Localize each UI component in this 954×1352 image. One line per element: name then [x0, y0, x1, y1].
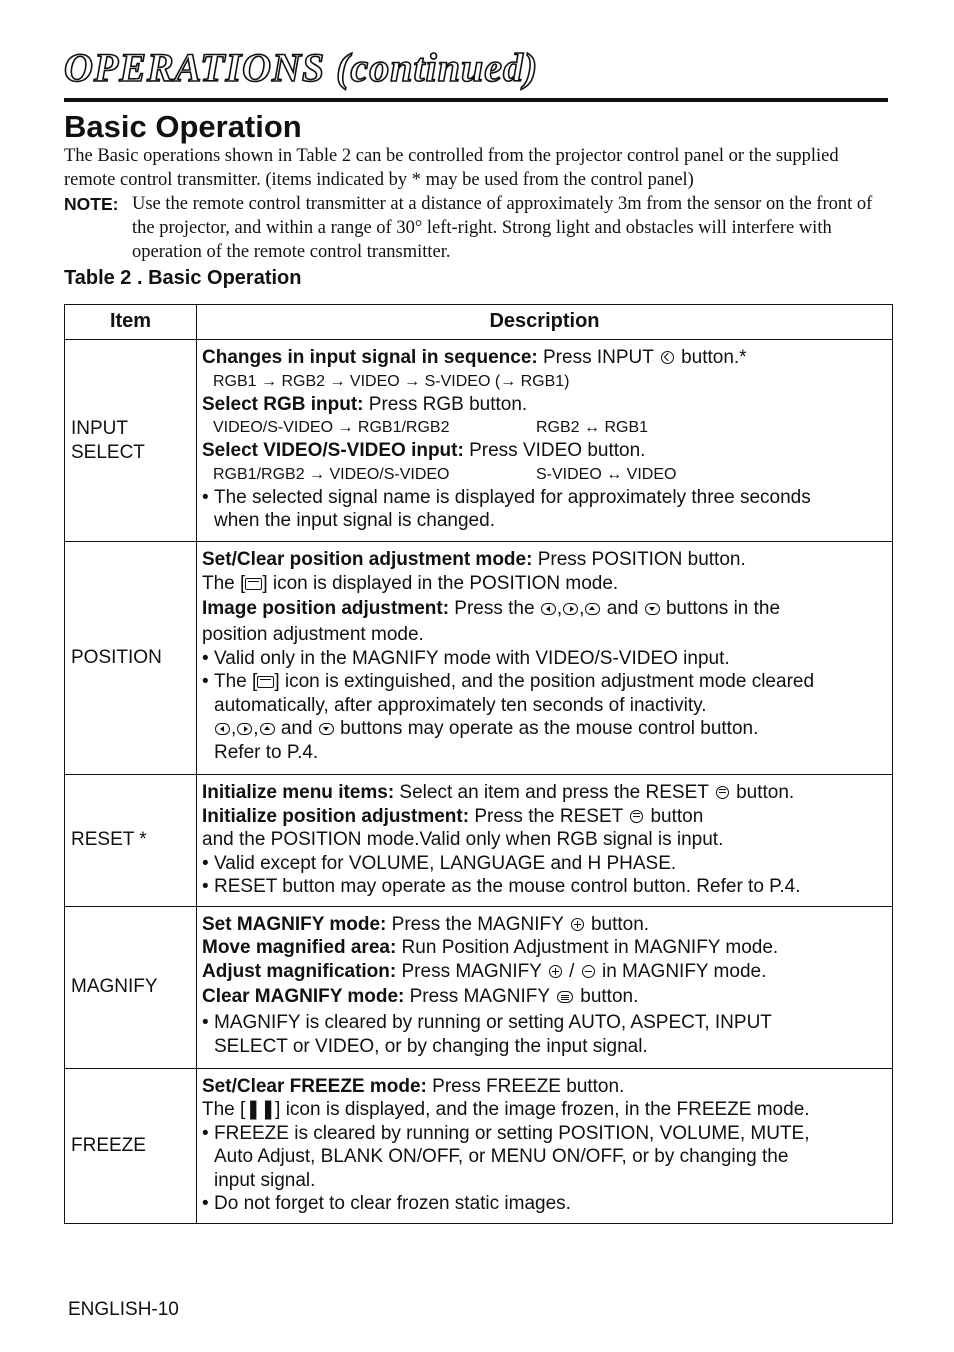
desc-text: buttons may operate as the mouse control button. [334, 718, 759, 739]
magnify-plus-icon [571, 918, 584, 931]
desc-text: ] icon is displayed, and the image frozen, in the FREEZE mode. [275, 1099, 810, 1120]
desc-line: and the POSITION mode.Valid only when RGB signal is input. [202, 829, 724, 850]
desc-bold: Image position adjustment: [202, 598, 450, 619]
bullet-item [202, 1011, 882, 1058]
desc-line [202, 439, 882, 463]
desc-line [202, 393, 882, 417]
table-row [65, 1068, 893, 1223]
table-caption: Table 2 . Basic Operation [64, 267, 302, 289]
desc-text: button.* [681, 347, 747, 368]
item-label: SELECT [71, 441, 145, 463]
desc-bold: Select RGB input: [202, 393, 364, 415]
arrow-down-icon [645, 603, 660, 615]
desc-line [202, 572, 882, 596]
desc-line [202, 983, 882, 1011]
desc-text: and [601, 598, 644, 619]
bullet-text: RESET button may operate as the mouse control button. Refer to P.4. [214, 876, 801, 897]
desc-bold: Select VIDEO/S-VIDEO input: [202, 440, 464, 461]
arrow-right-icon [237, 723, 252, 735]
section-title: Basic Operation [64, 109, 302, 144]
bullet-text: SELECT or VIDEO, or by changing the input signal. [214, 1035, 648, 1057]
basic-operation-table [64, 304, 893, 1224]
bullet-item [202, 1192, 882, 1216]
bullet-text: when the input signal is changed. [214, 510, 495, 531]
page-header [64, 44, 888, 102]
table-row [65, 906, 893, 1068]
desc-text: Press VIDEO button. [463, 440, 646, 461]
bullet-text: Auto Adjust, BLANK ON/OFF, or MENU ON/OFF, or by changing the [214, 1146, 789, 1167]
desc-line [202, 1098, 882, 1122]
table-row [65, 775, 893, 907]
page-number: ENGLISH-10 [68, 1299, 179, 1320]
item-freeze [65, 1068, 197, 1223]
arrow-down-icon [319, 723, 334, 735]
description-reset [197, 775, 893, 907]
bullet-item [202, 852, 882, 876]
arrow-left-icon [215, 723, 230, 735]
desc-text: buttons in the [660, 598, 781, 619]
arrow-right-icon [563, 603, 578, 615]
desc-text: button. [580, 986, 639, 1007]
desc-text: Press MAGNIFY [396, 960, 542, 982]
bullet-text: input signal. [214, 1169, 316, 1191]
item-reset [65, 775, 197, 907]
note-text: Use the remote control transmitter at a distance of approximately 3m from the sensor on the front of the projector, and within a range of 30° left-right. Strong light and obstacles will interfere with operation of the remote control transmitter. [132, 194, 873, 262]
input-button-icon [661, 351, 674, 364]
note-label: NOTE: [64, 194, 119, 214]
bullet-text: , , and buttons may operate as the mouse control button. [214, 717, 882, 741]
desc-text: Press INPUT [537, 347, 654, 368]
desc-line [202, 913, 882, 937]
desc-bold: Move magnified area: [202, 937, 397, 958]
desc-text: Press RGB button. [363, 393, 528, 415]
bullet-text: • FREEZE is cleared by running or setting POSITION, VOLUME, MUTE, [214, 1122, 810, 1144]
note [64, 192, 894, 264]
desc-bold: Set/Clear FREEZE mode: [202, 1075, 427, 1097]
position-mode-icon [257, 676, 274, 688]
sequence-text: RGB1/RGB2 → VIDEO/S-VIDEO [213, 465, 450, 483]
signal-sequence [202, 370, 882, 393]
bullet-text: Valid only in the MAGNIFY mode with VIDEO/S-VIDEO input. [214, 647, 730, 669]
sequence-text: RGB2 ↔ RGB1 [536, 419, 649, 436]
desc-line [202, 781, 882, 805]
desc-line [202, 805, 882, 829]
description-freeze [197, 1068, 893, 1223]
desc-text: Press MAGNIFY [404, 986, 550, 1007]
desc-line [202, 346, 882, 370]
desc-bold: Changes in input signal in sequence: [202, 347, 538, 368]
desc-text: Press the [449, 598, 540, 619]
item-label: MAGNIFY [71, 976, 158, 997]
desc-text: in MAGNIFY mode. [601, 960, 767, 982]
desc-text: ] icon is extinguished, and the position adjustment mode cleared [274, 671, 815, 692]
magnify-plus-icon [549, 965, 562, 978]
item-label: FREEZE [71, 1134, 146, 1156]
description-input-select [197, 340, 893, 542]
item-label: INPUT [71, 417, 128, 439]
sequence-text: S-VIDEO ↔ VIDEO [536, 465, 677, 483]
desc-line: position adjustment mode. [202, 624, 424, 645]
bullet-text: Valid except for VOLUME, LANGUAGE and H PHASE. [214, 852, 677, 874]
sequence-text: RGB1 → RGB2 → VIDEO → S-VIDEO (→ RGB1) [213, 372, 570, 390]
magnify-off-icon [557, 991, 573, 1003]
table-row [65, 340, 893, 542]
magnify-minus-icon [582, 965, 595, 978]
item-label: RESET * [71, 829, 147, 851]
bullet-text: automatically, after approximately ten seconds of inactivity. [214, 694, 707, 716]
desc-line [202, 960, 882, 984]
desc-bold: Set/Clear position adjustment mode: [202, 549, 533, 570]
desc-text: button. [590, 913, 650, 935]
desc-text: The [ [202, 1099, 246, 1120]
description-position [197, 542, 893, 775]
description-magnify [197, 906, 893, 1068]
desc-text: and [275, 718, 318, 739]
arrow-up-icon [260, 723, 275, 735]
item-label: POSITION [71, 647, 162, 668]
item-position [65, 542, 197, 775]
pause-icon: ❚❚ [245, 1099, 276, 1120]
desc-text: Press the RESET [469, 805, 623, 827]
header-title: OPERATIONS (continued) [64, 45, 539, 90]
desc-line [202, 1075, 882, 1099]
item-magnify [65, 906, 197, 1068]
item-input-select [65, 340, 197, 542]
desc-text: / [569, 960, 575, 982]
desc-text: Run Position Adjustment in MAGNIFY mode. [396, 937, 779, 958]
desc-text: The [ [214, 671, 258, 692]
signal-sequence [202, 463, 882, 486]
bullet-item [202, 647, 882, 671]
desc-line [202, 936, 882, 960]
table-row [65, 542, 893, 775]
bullet-item [202, 486, 882, 533]
desc-bold: Adjust magnification: [202, 960, 397, 982]
bullet-text [214, 670, 882, 694]
header-description: Description [197, 305, 893, 340]
header-item: Item [65, 305, 197, 340]
desc-bold: Set MAGNIFY mode: [202, 913, 387, 935]
signal-sequence [202, 416, 882, 439]
table-header-row [65, 305, 893, 340]
position-mode-icon [245, 578, 262, 590]
desc-text: ] icon is displayed in the POSITION mode. [262, 572, 619, 594]
desc-text: button. [736, 782, 795, 803]
arrow-left-icon [541, 603, 556, 615]
arrow-up-icon [585, 603, 600, 615]
desc-text: button [650, 805, 704, 827]
intro-block [64, 144, 894, 264]
bullet-text: • MAGNIFY is cleared by running or setting AUTO, ASPECT, INPUT [214, 1012, 772, 1033]
desc-text: Press FREEZE button. [426, 1075, 625, 1097]
desc-text: Select an item and press the RESET [394, 782, 709, 803]
desc-text: Press POSITION button. [532, 549, 746, 570]
desc-bold: Initialize position adjustment: [202, 805, 470, 827]
desc-line: Image position adjustment: Press the , , and buttons in the [202, 598, 781, 619]
intro-paragraph: The Basic operations shown in Table 2 can be controlled from the projector control panel or the supplied remote control transmitter. (items indicated by * may be used from the control panel) [64, 146, 839, 190]
desc-line [202, 548, 882, 572]
desc-bold: Clear MAGNIFY mode: [202, 986, 405, 1007]
bullet-item [202, 1122, 882, 1193]
bullet-text: • The selected signal name is displayed for approximately three seconds [214, 486, 811, 508]
bullet-text: Refer to P.4. [214, 741, 319, 763]
reset-button-icon [716, 786, 729, 799]
desc-text: Press the MAGNIFY [386, 913, 564, 935]
bullet-item [202, 670, 882, 764]
desc-text: The [ [202, 572, 246, 594]
sequence-text: VIDEO/S-VIDEO → RGB1/RGB2 [213, 419, 450, 436]
bullet-text: Do not forget to clear frozen static images. [214, 1193, 571, 1214]
desc-bold: Initialize menu items: [202, 782, 395, 803]
bullet-item [202, 875, 882, 899]
reset-button-icon [630, 810, 643, 823]
